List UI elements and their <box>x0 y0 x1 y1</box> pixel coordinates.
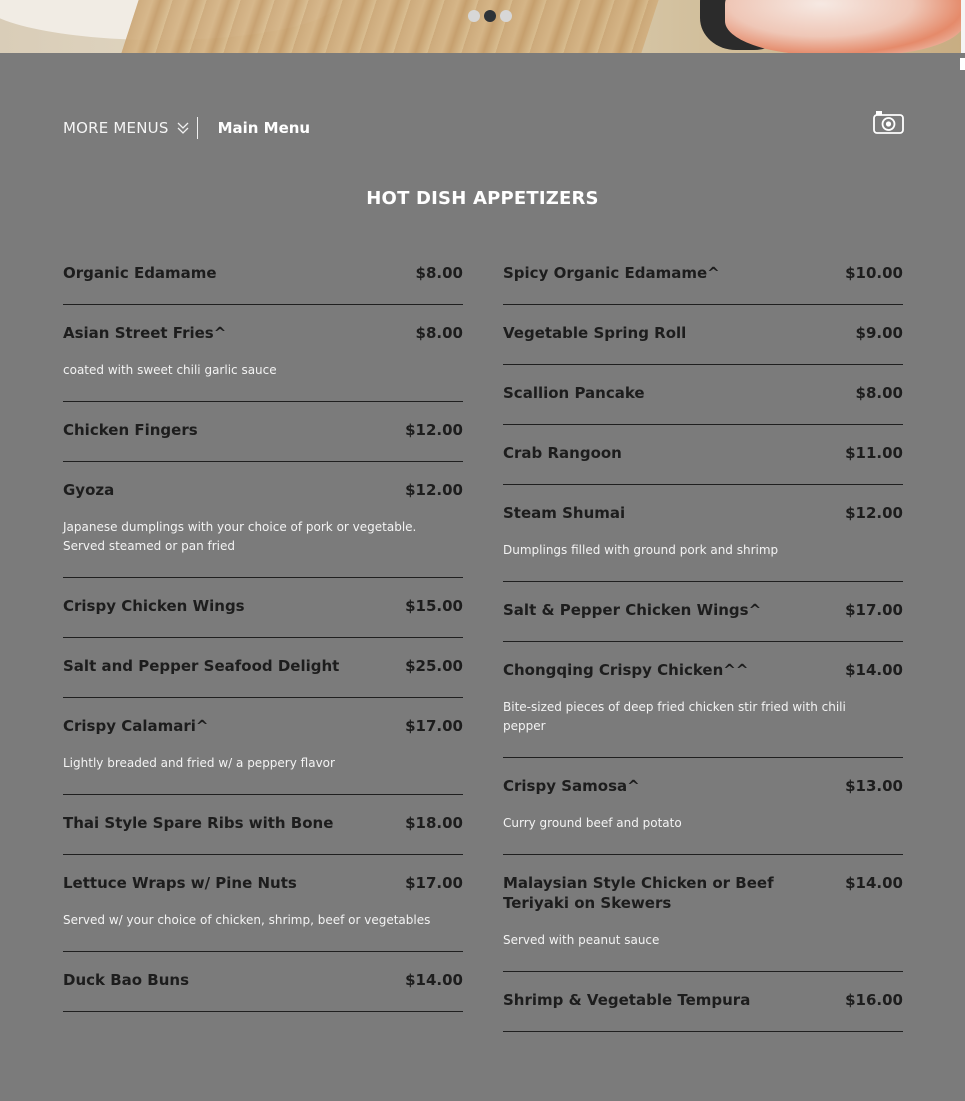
carousel-dot[interactable] <box>500 10 512 22</box>
hero-image <box>0 0 965 53</box>
menu-item[interactable] <box>503 642 903 758</box>
menu-item-name: Spicy Organic Edamame^ <box>503 264 720 282</box>
menu-column-right <box>503 245 903 1032</box>
menu-item[interactable] <box>503 972 903 1032</box>
menu-item-header <box>63 263 463 283</box>
menu-item-name: Thai Style Spare Ribs with Bone <box>63 814 334 832</box>
menu-item-name: Vegetable Spring Roll <box>503 324 687 342</box>
hero-wood-board <box>121 0 658 53</box>
menu-item-name: Salt & Pepper Chicken Wings^ <box>503 601 762 619</box>
menu-item-header <box>63 813 463 833</box>
menu-item-price: $15.00 <box>405 597 463 615</box>
menu-item-header <box>63 596 463 616</box>
menu-item[interactable] <box>63 638 463 698</box>
menu-item-price: $13.00 <box>845 777 903 795</box>
menu-item-name: Crispy Calamari^ <box>63 717 209 735</box>
menu-item-header <box>503 990 903 1010</box>
current-menu-label[interactable]: Main Menu <box>217 119 311 137</box>
menu-item-header <box>63 716 463 736</box>
menu-item[interactable] <box>63 578 463 638</box>
menu-item-description: Dumplings filled with ground pork and shrimp <box>503 543 779 557</box>
menu-item-price: $14.00 <box>845 661 903 679</box>
hero-sushi-roll <box>725 0 965 53</box>
menu-item-name: Crab Rangoon <box>503 444 622 462</box>
menu-item-name: Crispy Chicken Wings <box>63 597 245 615</box>
menu-item-price: $14.00 <box>405 971 463 989</box>
menu-item-price: $11.00 <box>845 444 903 462</box>
menu-item-description: Lightly breaded and fried w/ a peppery flavor <box>63 756 335 770</box>
menu-item-description: Served with peanut sauce <box>503 933 660 947</box>
menu-item[interactable] <box>503 855 903 972</box>
menu-item[interactable] <box>63 462 463 578</box>
menu-item-header <box>503 263 903 283</box>
menu-item-name: Gyoza <box>63 481 115 499</box>
menu-item-description: Curry ground beef and potato <box>503 816 682 830</box>
menu-item-header <box>63 480 463 500</box>
menu-item-header <box>63 323 463 343</box>
menu-item-price: $12.00 <box>405 481 463 499</box>
menu-item[interactable] <box>63 855 463 952</box>
menu-item-price: $8.00 <box>855 384 903 402</box>
menu-item-name: Chicken Fingers <box>63 421 198 439</box>
menu-item-header <box>63 656 463 676</box>
menu-item-price: $9.00 <box>855 324 903 342</box>
menu-item-header <box>503 600 903 620</box>
menu-nav <box>63 110 310 146</box>
menu-item-header <box>503 873 903 913</box>
menu-item-header <box>63 420 463 440</box>
carousel-dots <box>468 10 512 22</box>
menu-item-description: coated with sweet chili garlic sauce <box>63 363 277 377</box>
menu-item-header <box>503 660 903 680</box>
menu-item-name: Organic Edamame <box>63 264 217 282</box>
menu-item[interactable] <box>63 402 463 462</box>
menu-item-header <box>503 776 903 796</box>
menu-item-price: $12.00 <box>845 504 903 522</box>
menu-item-header <box>63 873 463 893</box>
menu-item-price: $10.00 <box>845 264 903 282</box>
menu-item-price: $25.00 <box>405 657 463 675</box>
menu-item-header <box>503 323 903 343</box>
menu-item-name: Asian Street Fries^ <box>63 324 227 342</box>
menu-item-price: $8.00 <box>415 264 463 282</box>
carousel-dot[interactable] <box>468 10 480 22</box>
menu-item-price: $17.00 <box>405 874 463 892</box>
menu-item[interactable] <box>503 485 903 582</box>
menu-item-price: $12.00 <box>405 421 463 439</box>
menu-item[interactable] <box>503 758 903 855</box>
menu-item[interactable] <box>503 245 903 305</box>
carousel-dot[interactable] <box>484 10 496 22</box>
menu-item-name: Shrimp & Vegetable Tempura <box>503 991 751 1009</box>
menu-item-name: Scallion Pancake <box>503 384 645 402</box>
menu-item-price: $17.00 <box>845 601 903 619</box>
menu-item-price: $14.00 <box>845 874 903 892</box>
menu-item-name: Salt and Pepper Seafood Delight <box>63 657 340 675</box>
menu-item-name: Chongqing Crispy Chicken^^ <box>503 661 749 679</box>
menu-item-name: Crispy Samosa^ <box>503 777 640 795</box>
menu-item-name: Lettuce Wraps w/ Pine Nuts <box>63 874 297 892</box>
menu-item-price: $16.00 <box>845 991 903 1009</box>
menu-item-name: Duck Bao Buns <box>63 971 190 989</box>
menu-item-header <box>63 970 463 990</box>
double-chevron-down-icon <box>177 121 189 135</box>
menu-item-price: $17.00 <box>405 717 463 735</box>
menu-item[interactable] <box>503 425 903 485</box>
menu-item[interactable] <box>503 582 903 642</box>
menu-item-header <box>503 503 903 523</box>
menu-item-name: Steam Shumai <box>503 504 626 522</box>
hero-edge <box>961 0 965 53</box>
menu-item-name: Malaysian Style Chicken or Beef Teriyaki on Skewers <box>503 874 774 912</box>
menu-item-description: Japanese dumplings with your choice of pork or vegetable. Served steamed or pan fried <box>63 520 417 553</box>
menu-item-description: Served w/ your choice of chicken, shrimp, beef or vegetables <box>63 913 431 927</box>
menu-item-price: $18.00 <box>405 814 463 832</box>
menu-item-description: Bite-sized pieces of deep fried chicken stir fried with chili pepper <box>503 700 846 733</box>
menu-item-price: $8.00 <box>415 324 463 342</box>
menu-item[interactable] <box>63 245 463 305</box>
menu-item[interactable] <box>63 698 463 795</box>
menu-item[interactable] <box>63 305 463 402</box>
menu-item[interactable] <box>503 365 903 425</box>
menu-item[interactable] <box>63 952 463 1012</box>
menu-item-header <box>503 443 903 463</box>
camera-icon[interactable] <box>873 110 904 134</box>
section-title: HOT DISH APPETIZERS <box>366 188 599 209</box>
more-menus-label: MORE MENUS <box>63 119 169 137</box>
menu-item-header <box>503 383 903 403</box>
more-menus-dropdown[interactable] <box>63 117 198 139</box>
menu-item[interactable] <box>503 305 903 365</box>
menu-item[interactable] <box>63 795 463 855</box>
menu-column-left <box>63 245 463 1012</box>
scrollbar-stub[interactable] <box>960 58 965 70</box>
